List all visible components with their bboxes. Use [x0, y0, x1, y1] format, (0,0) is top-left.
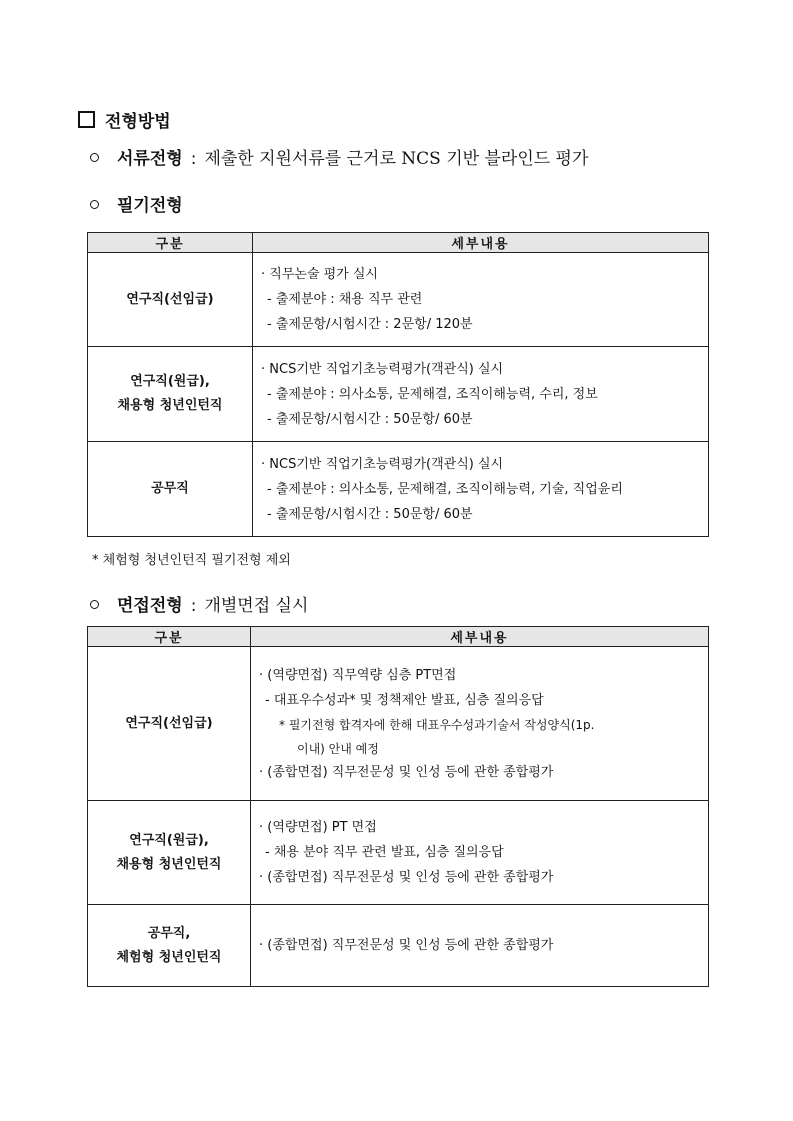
detail-line: - 출제분야 : 채용 직무 관련 — [267, 292, 423, 307]
interview-label: 면접전형 — [117, 596, 183, 616]
table-header-row — [88, 627, 709, 647]
detail-line: · (종합면접) 직무전문성 및 인성 등에 관한 종합평가 — [259, 870, 554, 885]
row-category — [88, 647, 251, 801]
row-category — [88, 253, 253, 347]
header-category: 구분 — [88, 627, 251, 647]
row-details — [253, 253, 709, 347]
header-details: 세부내용 — [251, 627, 709, 647]
square-icon — [78, 111, 95, 128]
interview-separator: : — [190, 596, 197, 616]
detail-line: - 대표우수성과* 및 정책제안 발표, 심층 질의응답 — [265, 692, 544, 708]
interview-description: 개별면접 실시 — [204, 596, 309, 616]
detail-line: · (역량면접) 직무역량 심층 PT면접 — [259, 667, 457, 683]
row-category — [88, 347, 253, 442]
written-exam-line — [90, 191, 183, 216]
document-screening-line — [90, 144, 588, 169]
detail-line: · 직무논술 평가 실시 — [261, 267, 378, 282]
category-text: 연구직(선임급) — [126, 291, 214, 307]
circle-bullet-icon — [90, 600, 99, 609]
document-screening-separator: : — [190, 149, 197, 169]
written-exam-footnote: * 체험형 청년인턴직 필기전형 제외 — [92, 553, 291, 568]
category-text: 연구직(원급), — [129, 832, 209, 848]
table-row — [88, 347, 709, 442]
category-text: 공무직 — [151, 481, 189, 496]
table-row — [88, 253, 709, 347]
category-text: 체험형 청년인턴직 — [116, 949, 222, 965]
detail-line: · (역량면접) PT 면접 — [259, 820, 377, 835]
interview-line — [90, 591, 308, 616]
circle-bullet-icon — [90, 153, 99, 162]
section-title: 전형방법 — [105, 112, 171, 132]
row-details — [251, 801, 709, 905]
section-heading — [78, 107, 171, 132]
detail-line: - 출제문항/시험시간 : 2문항/ 120분 — [267, 317, 473, 332]
detail-line: · (종합면접) 직무전문성 및 인성 등에 관한 종합평가 — [259, 938, 554, 953]
document-screening-description: 제출한 지원서류를 근거로 NCS 기반 블라인드 평가 — [204, 149, 589, 169]
header-details: 세부내용 — [253, 233, 709, 253]
detail-line: · NCS기반 직업기초능력평가(객관식) 실시 — [261, 456, 504, 472]
detail-line: - 출제분야 : 의사소통, 문제해결, 조직이해능력, 수리, 정보 — [267, 386, 598, 402]
written-exam-label: 필기전형 — [117, 196, 183, 216]
detail-line: · (종합면접) 직무전문성 및 인성 등에 관한 종합평가 — [259, 764, 554, 780]
row-details — [253, 347, 709, 442]
category-text: 채용형 청년인턴직 — [117, 398, 223, 413]
row-category — [88, 801, 251, 905]
row-details — [253, 442, 709, 537]
table-row — [88, 647, 709, 801]
row-details — [251, 647, 709, 801]
category-text: 연구직(선임급) — [125, 715, 213, 731]
detail-line: - 채용 분야 직무 관련 발표, 심층 질의응답 — [265, 845, 504, 860]
note-line: * 필기전형 합격자에 한해 대표우수성과기술서 작성양식(1p. — [279, 717, 595, 732]
category-text: 공무직, — [147, 925, 191, 941]
detail-line: - 출제분야 : 의사소통, 문제해결, 조직이해능력, 기술, 직업윤리 — [267, 481, 623, 497]
detail-line: - 출제문항/시험시간 : 50문항/ 60분 — [267, 411, 473, 427]
table-row — [88, 801, 709, 905]
document-screening-label: 서류전형 — [117, 149, 183, 169]
row-category — [88, 442, 253, 537]
table-row — [88, 905, 709, 987]
row-details — [251, 905, 709, 987]
written-exam-table — [87, 232, 709, 537]
interview-table — [87, 626, 709, 987]
category-text: 채용형 청년인턴직 — [116, 856, 222, 872]
category-text: 연구직(원급), — [130, 374, 210, 389]
table-row — [88, 442, 709, 537]
detail-line: · NCS기반 직업기초능력평가(객관식) 실시 — [261, 361, 504, 377]
header-category: 구분 — [88, 233, 253, 253]
note-line: 이내) 안내 예정 — [297, 741, 379, 756]
table-header-row — [88, 233, 709, 253]
circle-bullet-icon — [90, 200, 99, 209]
detail-line: - 출제문항/시험시간 : 50문항/ 60분 — [267, 506, 473, 522]
row-category — [88, 905, 251, 987]
